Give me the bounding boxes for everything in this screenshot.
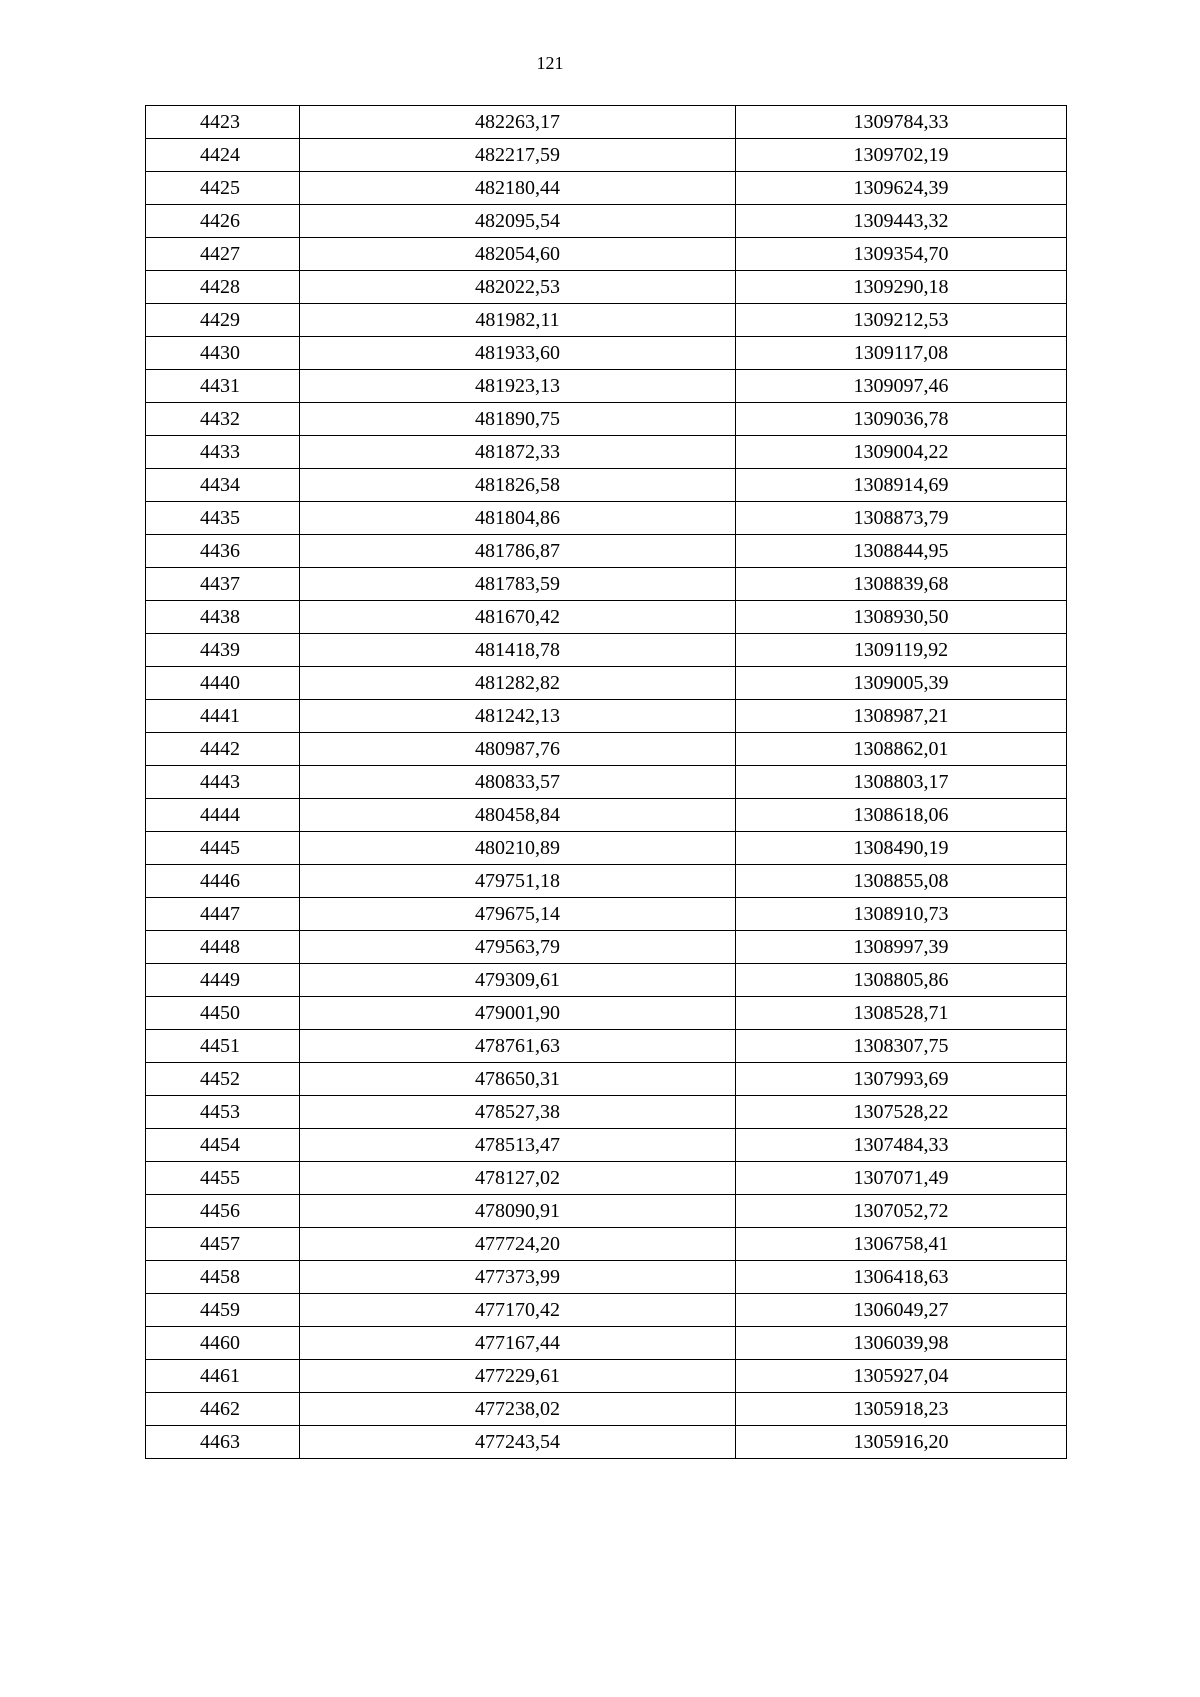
table-row [146, 667, 1067, 700]
point-number-cell: 4435 [146, 502, 300, 535]
point-number-cell: 4445 [146, 832, 300, 865]
x-coordinate-cell: 477229,61 [300, 1360, 736, 1393]
x-coordinate-cell: 478127,02 [300, 1162, 736, 1195]
x-coordinate-cell: 478650,31 [300, 1063, 736, 1096]
point-number-cell: 4438 [146, 601, 300, 634]
y-coordinate-cell: 1309624,39 [736, 172, 1067, 205]
coordinates-table [145, 105, 1067, 1459]
table-row [146, 964, 1067, 997]
y-coordinate-cell: 1309784,33 [736, 106, 1067, 139]
y-coordinate-cell: 1309702,19 [736, 139, 1067, 172]
x-coordinate-cell: 481804,86 [300, 502, 736, 535]
x-coordinate-cell: 481933,60 [300, 337, 736, 370]
y-coordinate-cell: 1307993,69 [736, 1063, 1067, 1096]
x-coordinate-cell: 480833,57 [300, 766, 736, 799]
table-row [146, 106, 1067, 139]
y-coordinate-cell: 1306039,98 [736, 1327, 1067, 1360]
y-coordinate-cell: 1308914,69 [736, 469, 1067, 502]
table-row [146, 1096, 1067, 1129]
x-coordinate-cell: 481872,33 [300, 436, 736, 469]
point-number-cell: 4456 [146, 1195, 300, 1228]
x-coordinate-cell: 480458,84 [300, 799, 736, 832]
table-row [146, 238, 1067, 271]
y-coordinate-cell: 1308930,50 [736, 601, 1067, 634]
point-number-cell: 4448 [146, 931, 300, 964]
point-number-cell: 4444 [146, 799, 300, 832]
point-number-cell: 4431 [146, 370, 300, 403]
y-coordinate-cell: 1308839,68 [736, 568, 1067, 601]
table-row [146, 271, 1067, 304]
y-coordinate-cell: 1306049,27 [736, 1294, 1067, 1327]
x-coordinate-cell: 477724,20 [300, 1228, 736, 1261]
table-row [146, 139, 1067, 172]
x-coordinate-cell: 478513,47 [300, 1129, 736, 1162]
point-number-cell: 4457 [146, 1228, 300, 1261]
table-row [146, 931, 1067, 964]
point-number-cell: 4425 [146, 172, 300, 205]
y-coordinate-cell: 1309097,46 [736, 370, 1067, 403]
y-coordinate-cell: 1309004,22 [736, 436, 1067, 469]
point-number-cell: 4441 [146, 700, 300, 733]
y-coordinate-cell: 1309036,78 [736, 403, 1067, 436]
y-coordinate-cell: 1309443,32 [736, 205, 1067, 238]
x-coordinate-cell: 478527,38 [300, 1096, 736, 1129]
point-number-cell: 4449 [146, 964, 300, 997]
point-number-cell: 4459 [146, 1294, 300, 1327]
table-row [146, 634, 1067, 667]
y-coordinate-cell: 1308490,19 [736, 832, 1067, 865]
y-coordinate-cell: 1307071,49 [736, 1162, 1067, 1195]
y-coordinate-cell: 1308844,95 [736, 535, 1067, 568]
table-row [146, 205, 1067, 238]
point-number-cell: 4454 [146, 1129, 300, 1162]
point-number-cell: 4429 [146, 304, 300, 337]
point-number-cell: 4450 [146, 997, 300, 1030]
x-coordinate-cell: 479001,90 [300, 997, 736, 1030]
y-coordinate-cell: 1305918,23 [736, 1393, 1067, 1426]
point-number-cell: 4426 [146, 205, 300, 238]
y-coordinate-cell: 1309005,39 [736, 667, 1067, 700]
y-coordinate-cell: 1308987,21 [736, 700, 1067, 733]
x-coordinate-cell: 481923,13 [300, 370, 736, 403]
y-coordinate-cell: 1309212,53 [736, 304, 1067, 337]
coordinates-table-body [146, 106, 1067, 1459]
table-row [146, 1228, 1067, 1261]
table-row [146, 403, 1067, 436]
point-number-cell: 4452 [146, 1063, 300, 1096]
table-row [146, 766, 1067, 799]
table-row [146, 700, 1067, 733]
x-coordinate-cell: 480210,89 [300, 832, 736, 865]
point-number-cell: 4447 [146, 898, 300, 931]
y-coordinate-cell: 1305927,04 [736, 1360, 1067, 1393]
table-row [146, 1162, 1067, 1195]
point-number-cell: 4432 [146, 403, 300, 436]
x-coordinate-cell: 481982,11 [300, 304, 736, 337]
table-row [146, 436, 1067, 469]
y-coordinate-cell: 1308618,06 [736, 799, 1067, 832]
x-coordinate-cell: 480987,76 [300, 733, 736, 766]
point-number-cell: 4453 [146, 1096, 300, 1129]
x-coordinate-cell: 478761,63 [300, 1030, 736, 1063]
x-coordinate-cell: 482022,53 [300, 271, 736, 304]
x-coordinate-cell: 479751,18 [300, 865, 736, 898]
x-coordinate-cell: 481670,42 [300, 601, 736, 634]
x-coordinate-cell: 479563,79 [300, 931, 736, 964]
y-coordinate-cell: 1307484,33 [736, 1129, 1067, 1162]
y-coordinate-cell: 1308855,08 [736, 865, 1067, 898]
table-row [146, 601, 1067, 634]
point-number-cell: 4436 [146, 535, 300, 568]
table-row [146, 535, 1067, 568]
table-row [146, 799, 1067, 832]
table-row [146, 997, 1067, 1030]
x-coordinate-cell: 477238,02 [300, 1393, 736, 1426]
x-coordinate-cell: 482095,54 [300, 205, 736, 238]
point-number-cell: 4461 [146, 1360, 300, 1393]
table-row [146, 832, 1067, 865]
y-coordinate-cell: 1308803,17 [736, 766, 1067, 799]
table-row [146, 1129, 1067, 1162]
x-coordinate-cell: 482263,17 [300, 106, 736, 139]
x-coordinate-cell: 481242,13 [300, 700, 736, 733]
point-number-cell: 4446 [146, 865, 300, 898]
point-number-cell: 4442 [146, 733, 300, 766]
x-coordinate-cell: 482217,59 [300, 139, 736, 172]
x-coordinate-cell: 481826,58 [300, 469, 736, 502]
point-number-cell: 4423 [146, 106, 300, 139]
x-coordinate-cell: 478090,91 [300, 1195, 736, 1228]
table-row [146, 304, 1067, 337]
x-coordinate-cell: 482054,60 [300, 238, 736, 271]
x-coordinate-cell: 479675,14 [300, 898, 736, 931]
x-coordinate-cell: 477170,42 [300, 1294, 736, 1327]
y-coordinate-cell: 1309119,92 [736, 634, 1067, 667]
y-coordinate-cell: 1308805,86 [736, 964, 1067, 997]
x-coordinate-cell: 481783,59 [300, 568, 736, 601]
table-row [146, 337, 1067, 370]
table-row [146, 1327, 1067, 1360]
point-number-cell: 4451 [146, 1030, 300, 1063]
x-coordinate-cell: 481418,78 [300, 634, 736, 667]
table-row [146, 1294, 1067, 1327]
point-number-cell: 4458 [146, 1261, 300, 1294]
point-number-cell: 4463 [146, 1426, 300, 1459]
table-row [146, 1195, 1067, 1228]
point-number-cell: 4440 [146, 667, 300, 700]
y-coordinate-cell: 1305916,20 [736, 1426, 1067, 1459]
y-coordinate-cell: 1308307,75 [736, 1030, 1067, 1063]
table-row [146, 502, 1067, 535]
y-coordinate-cell: 1308873,79 [736, 502, 1067, 535]
point-number-cell: 4434 [146, 469, 300, 502]
table-row [146, 1261, 1067, 1294]
point-number-cell: 4443 [146, 766, 300, 799]
table-row [146, 898, 1067, 931]
point-number-cell: 4439 [146, 634, 300, 667]
table-row [146, 568, 1067, 601]
table-row [146, 1426, 1067, 1459]
y-coordinate-cell: 1309354,70 [736, 238, 1067, 271]
x-coordinate-cell: 477373,99 [300, 1261, 736, 1294]
point-number-cell: 4424 [146, 139, 300, 172]
x-coordinate-cell: 481786,87 [300, 535, 736, 568]
y-coordinate-cell: 1307528,22 [736, 1096, 1067, 1129]
x-coordinate-cell: 481282,82 [300, 667, 736, 700]
y-coordinate-cell: 1309117,08 [736, 337, 1067, 370]
table-row [146, 733, 1067, 766]
point-number-cell: 4428 [146, 271, 300, 304]
x-coordinate-cell: 481890,75 [300, 403, 736, 436]
y-coordinate-cell: 1306418,63 [736, 1261, 1067, 1294]
y-coordinate-cell: 1306758,41 [736, 1228, 1067, 1261]
point-number-cell: 4433 [146, 436, 300, 469]
point-number-cell: 4460 [146, 1327, 300, 1360]
table-row [146, 1063, 1067, 1096]
y-coordinate-cell: 1308528,71 [736, 997, 1067, 1030]
table-row [146, 1360, 1067, 1393]
point-number-cell: 4427 [146, 238, 300, 271]
point-number-cell: 4430 [146, 337, 300, 370]
x-coordinate-cell: 482180,44 [300, 172, 736, 205]
y-coordinate-cell: 1308910,73 [736, 898, 1067, 931]
page-number: 121 [536, 53, 564, 73]
point-number-cell: 4437 [146, 568, 300, 601]
point-number-cell: 4455 [146, 1162, 300, 1195]
x-coordinate-cell: 477167,44 [300, 1327, 736, 1360]
table-row [146, 469, 1067, 502]
table-row [146, 172, 1067, 205]
table-row [146, 1030, 1067, 1063]
table-row [146, 865, 1067, 898]
y-coordinate-cell: 1309290,18 [736, 271, 1067, 304]
x-coordinate-cell: 477243,54 [300, 1426, 736, 1459]
y-coordinate-cell: 1308862,01 [736, 733, 1067, 766]
table-row [146, 370, 1067, 403]
y-coordinate-cell: 1307052,72 [736, 1195, 1067, 1228]
table-row [146, 1393, 1067, 1426]
point-number-cell: 4462 [146, 1393, 300, 1426]
y-coordinate-cell: 1308997,39 [736, 931, 1067, 964]
x-coordinate-cell: 479309,61 [300, 964, 736, 997]
